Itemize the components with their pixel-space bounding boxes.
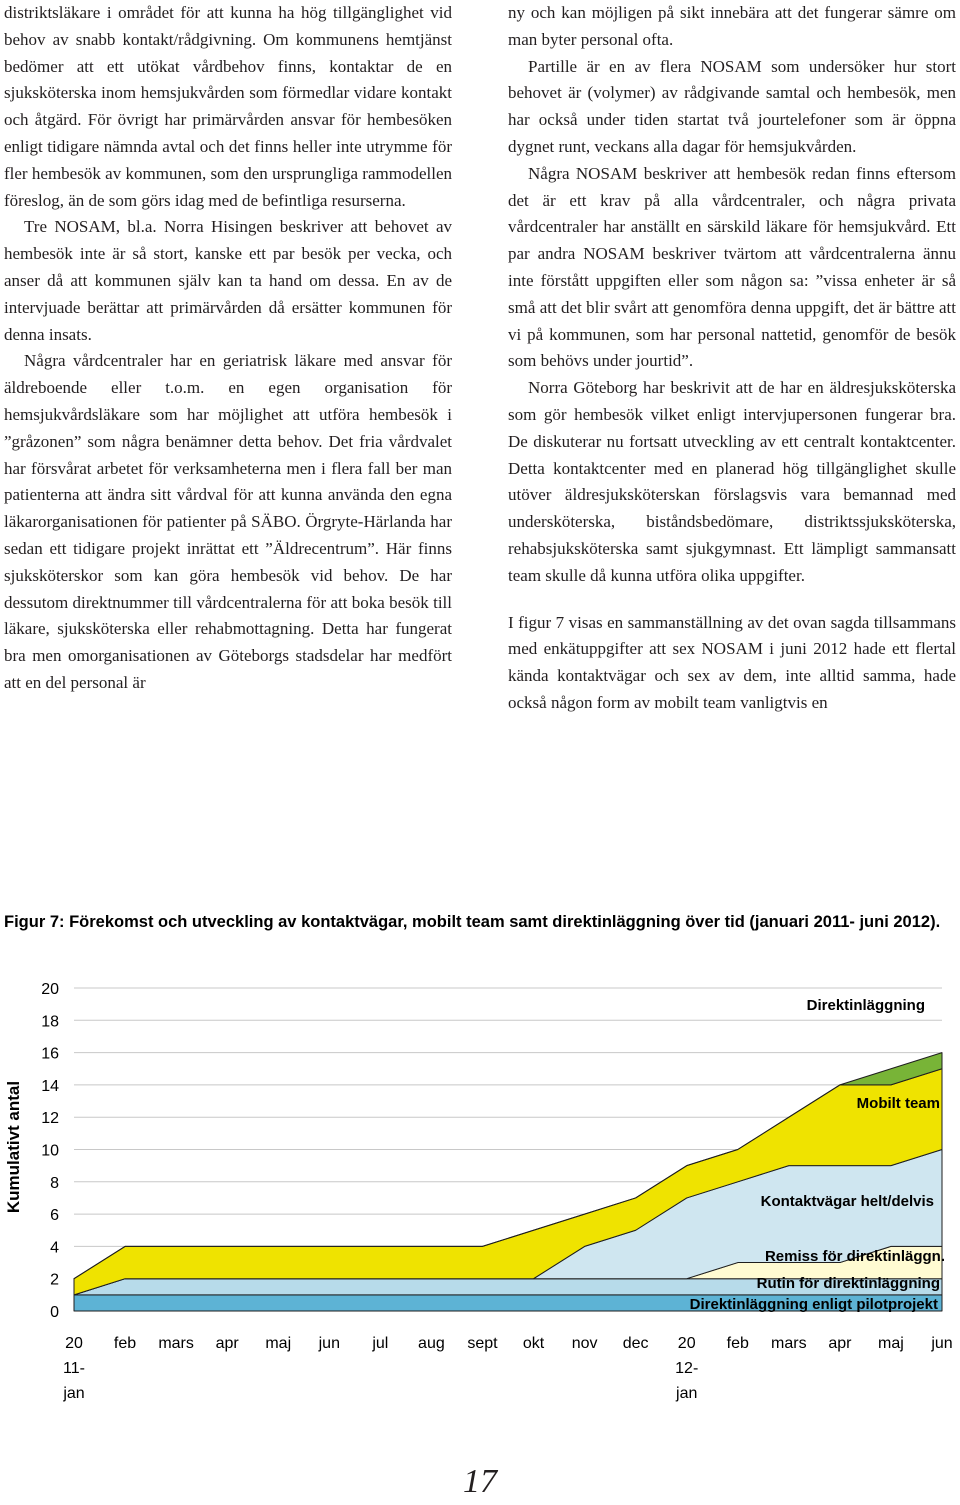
paragraph: Partille är en av flera NOSAM som undersöker hur stort behovet är (volymer) av rådgivande samtal och hembesök, men har också under tiden startat två jourtelefoner som är öppna dygnet runt, veckans alla dagar för hemsjukvården. — [508, 56, 956, 156]
paragraph: I figur 7 visas en sammanställning av det ovan sagda tillsammans med enkätuppgifter att sex NOSAM i juni 2012 hade ett flertal kända kontaktvägar och sex av dem, inte alltid samma, hade också någon form av mobilt team vanligtvis en — [508, 612, 956, 712]
y-tick-label: 2 — [50, 1271, 59, 1289]
right-text-column — [508, 0, 956, 717]
x-tick-label — [771, 1335, 807, 1352]
x-tick-label — [828, 1335, 852, 1352]
x-tick-line: maj — [265, 1335, 292, 1352]
x-tick-line: jan — [63, 1385, 85, 1402]
series-label: Direktinläggning — [806, 997, 925, 1014]
x-tick-line: jul — [372, 1335, 389, 1352]
x-tick-line: jun — [931, 1335, 953, 1352]
x-tick-line: dec — [622, 1335, 649, 1352]
x-tick-line: 20 — [677, 1335, 696, 1352]
series-label: Kontaktvägar helt/delvis — [760, 1193, 934, 1210]
left-text-column — [4, 0, 452, 697]
x-tick-label — [158, 1335, 194, 1352]
series-label: Remiss för direktinläggn. — [764, 1248, 945, 1265]
y-tick-label: 10 — [41, 1142, 59, 1160]
x-tick-label — [523, 1335, 545, 1352]
x-tick-label — [318, 1335, 340, 1352]
y-tick-label: 0 — [50, 1304, 59, 1321]
x-tick-label — [623, 1335, 649, 1352]
y-tick-label: 16 — [41, 1045, 59, 1063]
y-tick-label: 6 — [50, 1207, 59, 1225]
x-tick-label — [930, 1335, 952, 1352]
x-tick-line: apr — [828, 1335, 852, 1352]
y-tick-label: 8 — [50, 1174, 59, 1192]
x-tick-label — [418, 1335, 445, 1352]
x-tick-label — [216, 1335, 240, 1352]
series-label: Mobilt team — [856, 1095, 940, 1112]
x-tick-line: 20 — [65, 1335, 83, 1352]
y-tick-label: 20 — [41, 981, 59, 998]
x-tick-line: nov — [571, 1335, 598, 1352]
figure-caption: Figur 7: Förekomst och utveckling av kontaktvägar, mobilt team samt direktinläggning över tid (januari 2011- juni 2012). — [4, 913, 941, 931]
y-tick-label: 18 — [41, 1013, 59, 1031]
x-tick-line: 11- — [63, 1360, 85, 1377]
x-tick-label — [878, 1335, 904, 1352]
x-tick-line: sept — [467, 1335, 498, 1352]
x-tick-line: maj — [878, 1335, 904, 1352]
x-tick-line: jun — [318, 1335, 340, 1352]
paragraph: ny och kan möjligen på sikt innebära att det fungerar sämre om man byter personal ofta. — [508, 3, 956, 49]
paragraph: Några NOSAM beskriver att hembesök redan finns eftersom det är ett krav på alla vårdcentraler, och några privata vårdcentraler har anställt en särskild läkare för hemsjukvård. Ett par andra NOSAM beskriver tvärtom att vårdcentralerna ännu inte förstått uppgiften eller som någon sa: ”vissa enheter är så små att det blir svårt att genomföra denna uppgift, det är bättre att vi på kommunen, som har personal nattetid, genomför de besök som behövs under jourtid”. — [508, 163, 956, 371]
page-number: 17 — [463, 1463, 497, 1500]
x-tick-line: okt — [522, 1335, 545, 1352]
y-tick-label: 12 — [41, 1110, 59, 1128]
paragraph: Norra Göteborg har beskrivit att de har en äldresjuksköterska som gör hembesök vilket enligt intervjupersonen fungerar bra. De diskuterar nu fortsatt utveckling av ett centralt kontaktcenter. Detta kontaktcenter med en planerad hög tillgänglighet skulle utöver äldresjuksköterskan förslagsvis vara bemannad med undersköterska, biståndsbedömare, distriktssjuksköterska, rehabsjuksköterska samt sjukgymnast. Ett lämpligt sammansatt team skulle då kunna utföra olika uppgifter. — [508, 378, 956, 585]
paragraph: distriktsläkare i området för att kunna ha hög tillgänglighet vid behov av snabb kontakt/rådgivning. Om kommunens hemtjänst bedömer att ett utökat vårdbehov finns, kontaktar de en sjuksköterska inom hemsjukvården som förmedlar vidare kontakt och åtgärd. För övrigt har primärvården ansvar för hembesöken enligt tidigare nämnda avtal och det finns heller inte utrymme för fler hembesök av kommunen, som den ursprungliga rammodellen föreslog, än de som görs idag med de befintliga resurserna. — [4, 3, 452, 210]
paragraph: Några vårdcentraler har en geriatrisk läkare med ansvar för äldreboende eller t.o.m. en egen organisation för hemsjukvårdsläkare som har möjlighet att utföra hembesök i ”gråzonen” som några benämner detta behov. Det fria vårdvalet har försvårat arbetet för verksamheterna men i flera fall ber man patienterna att ändra sitt vårdval för att kunna använda den egna läkarorganisationen för patienter på SÄBO. Örgryte-Härlanda har sedan ett tidigare projekt inrättat ett ”Äldrecentrum”. Här finns sjuksköterskor som kan göra hembesök vid behov. De har dessutom direktnummer till vårdcentralerna för att boka besök till läkare, sjuksköterska eller rehabmottagning. Detta har fungerat bra men omorganisationen av Göteborgs stadsdelar har medfört att en del personal är — [4, 351, 452, 692]
y-tick-label: 14 — [41, 1077, 59, 1095]
x-tick-line: apr — [215, 1335, 239, 1352]
y-axis-label: Kumulativt antal — [4, 1080, 23, 1214]
chart-svg — [0, 960, 960, 1410]
x-tick-label — [727, 1335, 749, 1352]
x-tick-label — [572, 1335, 598, 1352]
paragraph: Tre NOSAM, bl.a. Norra Hisingen beskriver att behovet av hembesök inte är så stort, kanske ett par besök per vecka, och anser då att kommunen själv kan ta hand om dessa. En av de intervjuade berättar att primärvården då ersätter kommunen för denna insats. — [4, 217, 452, 344]
x-tick-line: 12- — [675, 1360, 699, 1377]
x-tick-line: feb — [726, 1335, 749, 1352]
x-tick-label — [675, 1335, 698, 1402]
x-tick-line: aug — [418, 1335, 445, 1352]
series-label: Rutin för direktinläggning — [756, 1275, 940, 1292]
x-tick-line: jan — [676, 1385, 698, 1402]
x-tick-label — [62, 1335, 85, 1402]
x-tick-label — [467, 1335, 498, 1352]
x-tick-line: mars — [158, 1335, 194, 1352]
stacked-area-chart — [0, 960, 960, 1410]
x-tick-line: mars — [771, 1335, 807, 1352]
x-tick-label — [114, 1335, 136, 1352]
x-tick-line: feb — [113, 1335, 137, 1352]
x-tick-label — [371, 1335, 388, 1352]
series-label: Direktinläggning enligt pilotprojekt — [689, 1296, 938, 1313]
y-tick-label: 4 — [50, 1239, 59, 1257]
x-tick-label — [265, 1335, 291, 1352]
